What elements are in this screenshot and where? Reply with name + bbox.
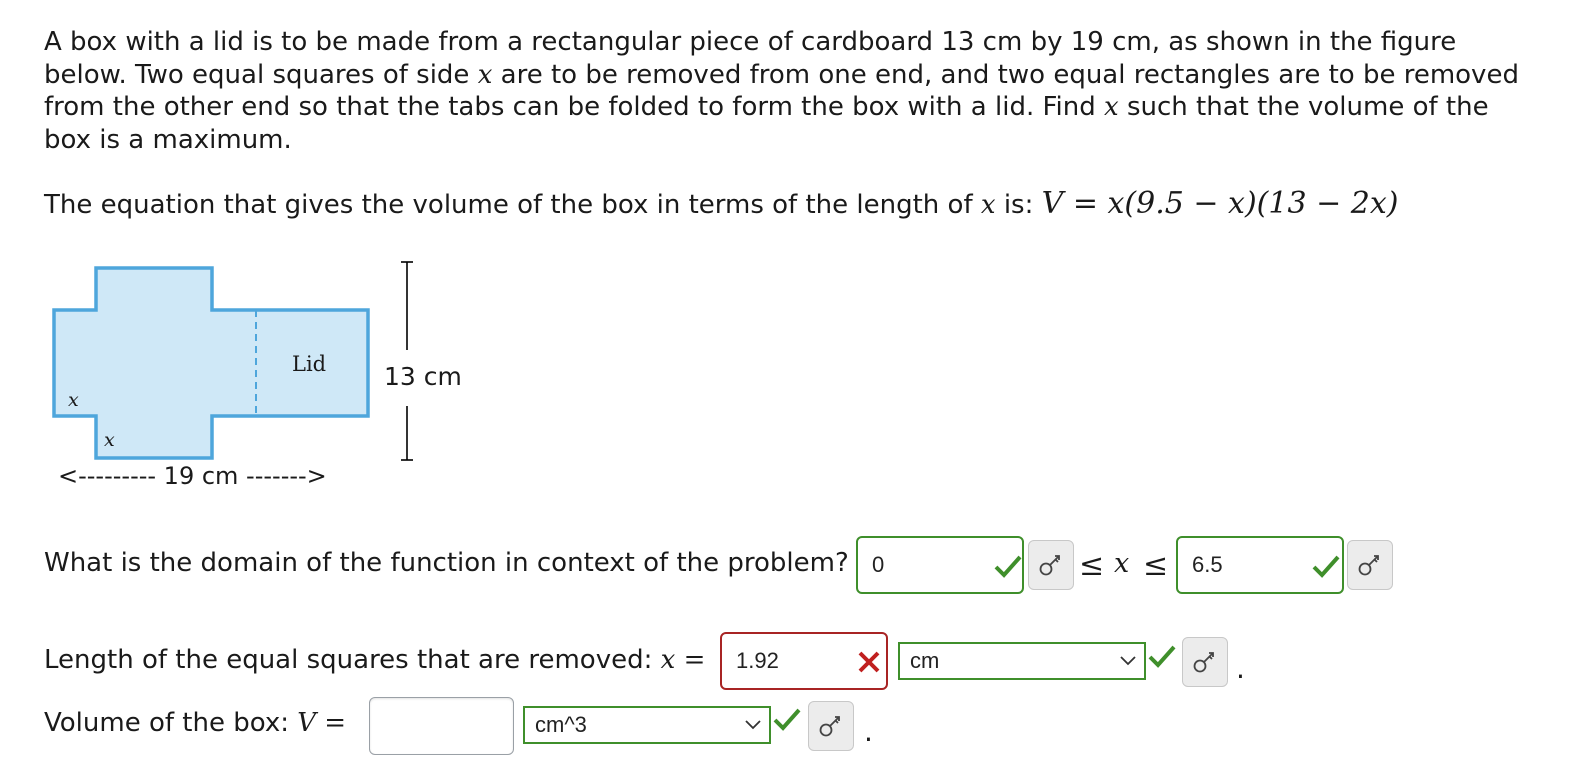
domain-lower-input[interactable]: 0 — [856, 536, 1024, 594]
x-label-side: x — [68, 389, 79, 411]
volume-question-label: Volume of the box: V = — [44, 708, 347, 738]
key-icon[interactable] — [808, 701, 854, 751]
checkmark-icon — [993, 551, 1023, 581]
key-icon[interactable] — [1347, 540, 1393, 590]
squares-unit-select[interactable]: cm — [898, 642, 1146, 680]
x-label-bottom: x — [104, 429, 115, 451]
domain-var-x: x — [1114, 548, 1130, 579]
var-x: x — [477, 59, 493, 90]
key-icon[interactable] — [1028, 540, 1074, 590]
chevron-down-icon — [1120, 656, 1136, 666]
height-label: 13 cm — [384, 362, 462, 391]
volume-input[interactable] — [369, 697, 514, 755]
leq-symbol: ≤ — [1079, 548, 1105, 583]
domain-question-label: What is the domain of the function in context of the problem? — [44, 548, 849, 578]
leq-symbol: ≤ — [1143, 548, 1169, 583]
volume-unit-select[interactable]: cm^3 — [523, 706, 771, 744]
period: . — [1236, 652, 1245, 685]
width-label: <--------- 19 cm -------> — [58, 462, 327, 490]
checkmark-icon — [1147, 641, 1177, 671]
box-net-figure — [40, 250, 480, 500]
lid-label: Lid — [292, 352, 327, 376]
checkmark-icon — [772, 704, 802, 734]
problem-statement: A box with a lid is to be made from a rectangular piece of cardboard 13 cm by 19 cm, as shown in the figure below. Two equal squares of side x are to be removed from one end, and two equal rectangles are to be removed from the other end so that the tabs can be folded to form the box with a lid. Find x such that the volume of the box is a maximum. — [44, 27, 1519, 155]
domain-upper-input[interactable]: 6.5 — [1176, 536, 1344, 594]
equation-line: The equation that gives the volume of the box in terms of the length of x is: V = x(9.5 − x)(13 − 2x) — [44, 186, 1399, 221]
volume-equation: V = x(9.5 − x)(13 − 2x) — [1041, 186, 1399, 221]
x-mark-icon — [856, 649, 882, 675]
checkmark-icon — [1311, 551, 1341, 581]
squares-length-input[interactable]: 1.92 — [720, 632, 888, 690]
var-x: x — [1104, 92, 1119, 122]
key-icon[interactable] — [1182, 637, 1228, 687]
squares-question-label: Length of the equal squares that are removed: x = — [44, 645, 706, 675]
period: . — [864, 715, 873, 748]
chevron-down-icon — [745, 720, 761, 730]
